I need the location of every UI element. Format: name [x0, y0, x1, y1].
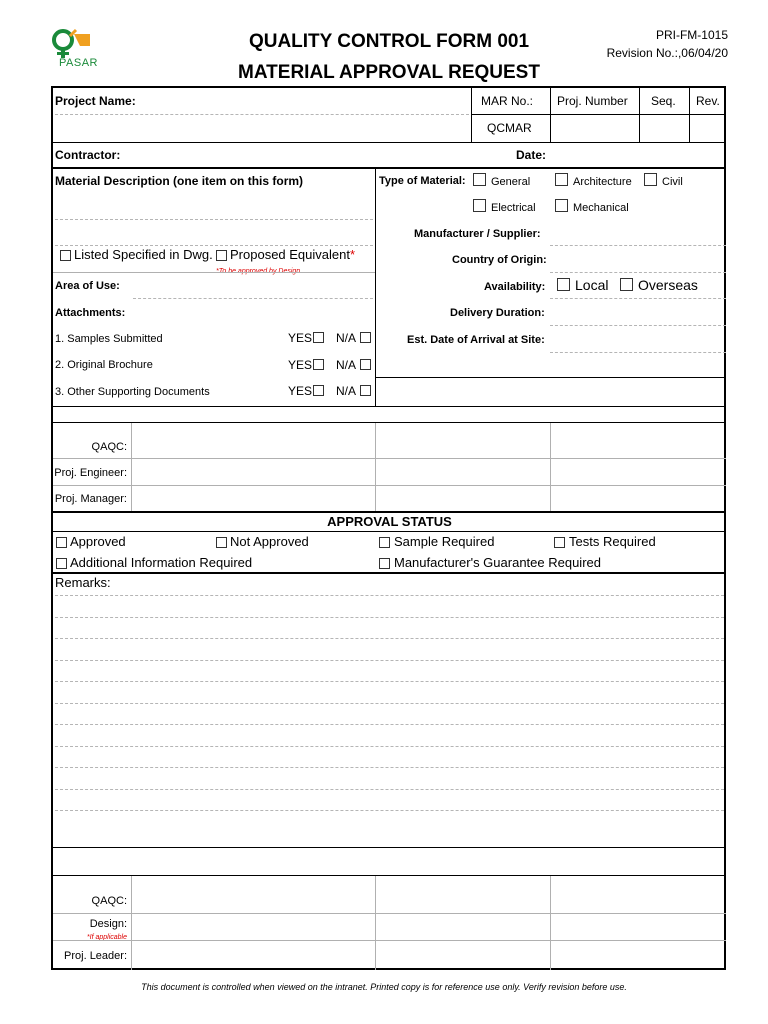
general-label: General [491, 176, 531, 188]
approved-label: Approved [70, 534, 126, 549]
qaqc-label-2: QAQC: [91, 895, 127, 907]
remarks-line[interactable] [55, 660, 724, 661]
civil-checkbox[interactable] [644, 173, 657, 186]
electrical-checkbox[interactable] [473, 199, 486, 212]
remarks-line[interactable] [55, 767, 724, 768]
samples-na-checkbox[interactable] [360, 332, 371, 343]
date-label: Date: [516, 148, 547, 162]
remarks-line[interactable] [55, 595, 724, 596]
remarks-line[interactable] [55, 638, 724, 639]
sample-required-label: Sample Required [394, 534, 495, 549]
remarks-line[interactable] [55, 617, 724, 618]
samples-yes-label: YES [288, 331, 313, 345]
proposed-equivalent-checkbox[interactable] [216, 250, 227, 261]
attachment-item-samples: 1. Samples Submitted [55, 333, 163, 345]
brochure-na-checkbox[interactable] [360, 359, 371, 370]
additional-info-label: Additional Information Required [70, 555, 253, 570]
architecture-checkbox[interactable] [555, 173, 568, 186]
guarantee-checkbox[interactable] [379, 558, 390, 569]
civil-label: Civil [662, 176, 683, 188]
remarks-label: Remarks: [55, 575, 111, 590]
attachments-label: Attachments: [55, 307, 126, 319]
footer-disclaimer: This document is controlled when viewed on the intranet. Printed copy is for reference use only. Verify revision before use. [141, 982, 627, 992]
brochure-na-label: N/A [336, 358, 357, 372]
architecture-label: Architecture [573, 176, 632, 188]
proj-leader-label: Proj. Leader: [64, 950, 127, 962]
proj-engineer-label: Proj. Engineer: [54, 467, 127, 479]
remarks-line[interactable] [55, 746, 724, 747]
supporting-yes-label: YES [288, 384, 313, 398]
document-code: PRI-FM-1015 [655, 28, 728, 42]
local-label: Local [575, 277, 609, 293]
mechanical-checkbox[interactable] [555, 199, 568, 212]
qaqc-label-1: QAQC: [91, 441, 127, 453]
tests-required-label: Tests Required [569, 534, 656, 549]
proj-number-label: Proj. Number [557, 94, 628, 108]
electrical-label: Electrical [491, 202, 536, 214]
revision-number: Revision No.:,06/04/20 [606, 46, 728, 60]
listed-specified-label: Listed Specified in Dwg. [74, 247, 213, 262]
listed-specified-checkbox[interactable] [60, 250, 71, 261]
remarks-line[interactable] [55, 810, 724, 811]
remarks-line[interactable] [55, 789, 724, 790]
design-note: *If applicable [86, 934, 127, 941]
remarks-line[interactable] [55, 724, 724, 725]
proj-manager-label: Proj. Manager: [54, 493, 127, 505]
contractor-label: Contractor: [55, 148, 121, 162]
design-label: Design: [89, 918, 127, 930]
samples-na-label: N/A [336, 331, 357, 345]
area-of-use-label: Area of Use: [55, 280, 120, 292]
rev-label: Rev. [696, 94, 720, 108]
logo-text: PASAR [59, 57, 98, 69]
sample-required-checkbox[interactable] [379, 537, 390, 548]
attachment-item-supporting: 3. Other Supporting Documents [55, 386, 210, 398]
material-approval-form [51, 86, 726, 970]
project-name-label: Project Name: [55, 94, 136, 108]
remarks-line[interactable] [55, 703, 724, 704]
supporting-na-checkbox[interactable] [360, 385, 371, 396]
supporting-na-label: N/A [336, 384, 357, 398]
local-checkbox[interactable] [557, 278, 570, 291]
type-of-material-label: Type of Material: [379, 175, 466, 187]
supporting-yes-checkbox[interactable] [313, 385, 324, 396]
approval-status-header: APPROVAL STATUS [327, 514, 452, 529]
remarks-line[interactable] [55, 681, 724, 682]
approved-checkbox[interactable] [56, 537, 67, 548]
manufacturer-label: Manufacturer / Supplier: [414, 228, 541, 240]
proposed-note: *To be approved by Design [216, 268, 301, 275]
brochure-yes-label: YES [288, 358, 313, 372]
not-approved-checkbox[interactable] [216, 537, 227, 548]
overseas-checkbox[interactable] [620, 278, 633, 291]
additional-info-checkbox[interactable] [56, 558, 67, 569]
overseas-label: Overseas [638, 277, 698, 293]
mar-value: QCMAR [487, 121, 532, 135]
country-of-origin-label: Country of Origin: [452, 254, 547, 266]
attachment-item-brochure: 2. Original Brochure [55, 359, 153, 371]
not-approved-label: Not Approved [230, 534, 309, 549]
proposed-equivalent-label: Proposed Equivalent* [230, 247, 356, 262]
material-description-label: Material Description (one item on this form) [55, 174, 304, 188]
samples-yes-checkbox[interactable] [313, 332, 324, 343]
mar-no-label: MAR No.: [481, 94, 534, 108]
brochure-yes-checkbox[interactable] [313, 359, 324, 370]
form-title: QUALITY CONTROL FORM 001 [248, 31, 530, 52]
form-subtitle: MATERIAL APPROVAL REQUEST [238, 62, 540, 83]
mechanical-label: Mechanical [573, 202, 629, 214]
seq-label: Seq. [651, 94, 676, 108]
arrival-date-label: Est. Date of Arrival at Site: [407, 334, 545, 346]
tests-required-checkbox[interactable] [554, 537, 565, 548]
delivery-duration-label: Delivery Duration: [450, 307, 545, 319]
general-checkbox[interactable] [473, 173, 486, 186]
availability-label: Availability: [484, 281, 546, 293]
guarantee-label: Manufacturer's Guarantee Required [394, 555, 601, 570]
